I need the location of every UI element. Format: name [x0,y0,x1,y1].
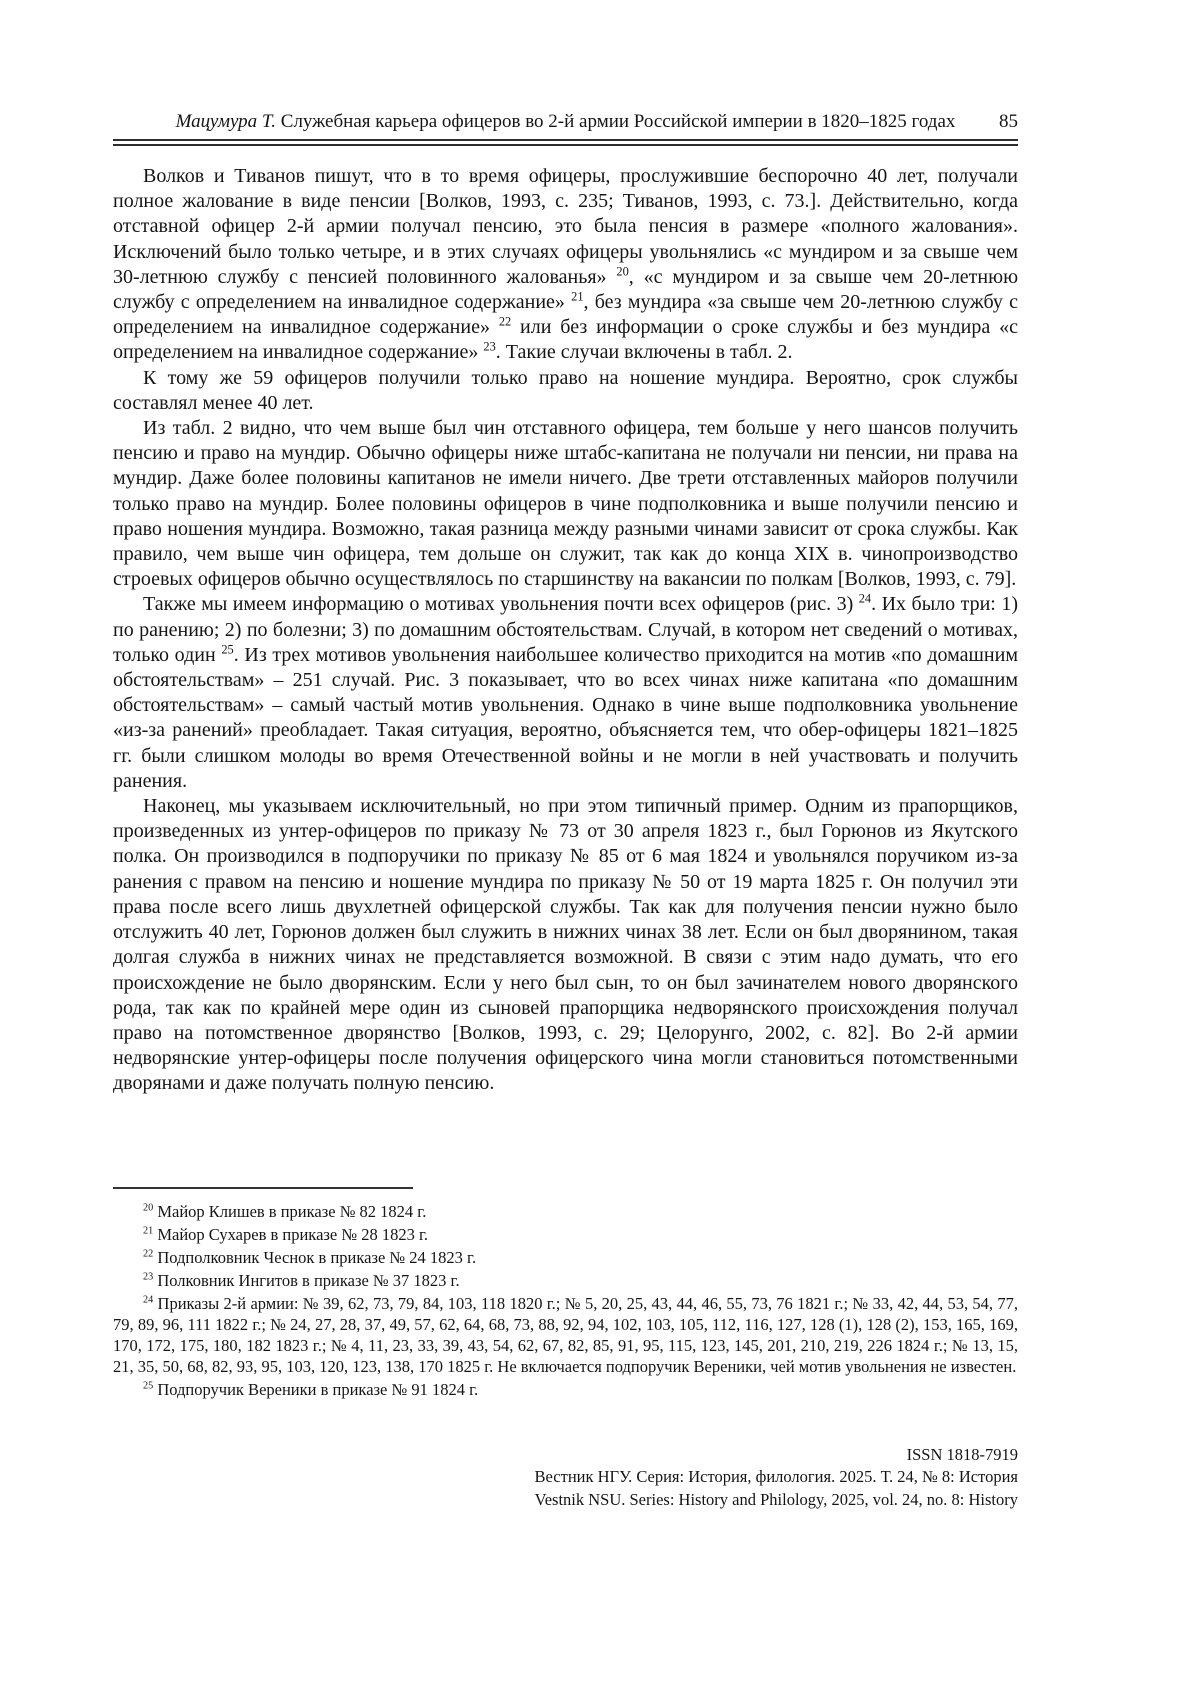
footnote-item: $^{22}$ Подполковник Чеснок в приказе № 24 1823 г. [143,1247,477,1267]
footnote-item: $^{21}$ Майор Сухарев в приказе № 28 1823 г. [143,1224,429,1244]
footer-journal-ru: Вестник НГУ. Серия: История, филология. 2025. Т. 24, № 8: История [534,1467,1018,1487]
running-head [113,110,1018,133]
footnote-ref: 21 [571,289,584,304]
footnote-number: 24 [143,1294,154,1306]
footnote-number: 23 [143,1271,154,1283]
paragraph: Наконец, мы указываем исключительный, но при этом типичный пример. Одним из прапорщиков, произведенных из унтер-офицеров по приказу № 73 от 30 апреля 1823 г., был Горюнов из Якутского полка. Он производился в подпоручики по приказу № 85 от 6 мая 1824 и увольнялся поручиком из-за ранения с правом на пенсию и ношение мундира по приказу № 50 от 19 марта 1825 г. Он получил эти права после всего лишь двухлетней офицерской службы. Так как для получения пенсии нужно было отслужить 40 лет, Горюнов должен был служить в нижних чинах 38 лет. Если он был дворянином, такая долгая служба в нижних чинах не представляется возможной. В связи с этим надо думать, что его происхождение не было дворянским. Если у него был сын, то он был зачинателем нового дворянского рода, так как по крайней мере один из сыновей прапорщика недворянского происхождения получал право на потомственное дворянство [Волков, 1993, с. 29; Целорунго, 2002, с. 82]. Во 2-й армии недворянские унтер-офицеры после получения офицерского чина могли становиться потомственными дворянами и даже получать полную пенсию. [113,795,1018,1095]
footnote-ref: 25 [221,642,234,657]
paragraph: К тому же 59 офицеров получили только право на ношение мундира. Вероятно, срок службы составлял менее 40 лет. [113,366,1018,414]
footnote-separator [113,1187,413,1189]
footnote-number: 22 [143,1248,154,1260]
footnote-item: $^{24}$ Приказы 2-й армии: № 39, 62, 73, 79, 84, 103, 118 1820 г.; № 5, 20, 25, 43, 44, 46, 55, 73, 76 1821 г.; № 33, 42, 44, 53, 54, 77, 79, 89, 96, 111 1822 г.; № 24, 27, 28, 37, 49, 57, 62, 64, 68, 73, 88, 92, 94, 102, 103, 105, 112, 116, 127, 128 (1), 128 (2), 153, 165, 169, 170, 172, 175, 180, 182 1823 г.; № 4, 11, 23, 33, 39, 43, 54, 62, 67, 82, 85, 91, 95, 115, 123, 145, 201, 210, 219, 226 1824 г.; № 13, 15, 21, 35, 50, 68, 82, 93, 95, 103, 120, 123, 138, 170 1825 г. Не включается подпоручик Вереники, чей мотив увольнения не известен. [113,1293,1018,1376]
footnote-number: 20 [143,1202,154,1214]
footnotes [113,1201,1018,1400]
footnote-number: 25 [143,1380,154,1392]
page-content [113,0,1018,1511]
paragraph: Волков и Тиванов пишут, что в то время офицеры, прослужившие беспорочно 40 лет, получали полное жалование в виде пенсии [Волков, 1993, с. 235; Тиванов, 1993, с. 73.]. Действительно, когда отставной офицер 2-й армии получал пенсию, это была пенсия в размере «полного жалования». Исключений было только четыре, и в этих случаях офицеры увольнялись «с мундиром и за свыше чем 30-летнюю службу с пенсией половинного жалованья» $^{20}$, «с мундиром и за свыше чем 20-летнюю службу с определением на инвалидное содержание» $^{21}$, без мундира «за свыше чем 20-летнюю службу с определением на инвалидное содержание» $^{22}$ или без информации о сроке службы и без мундира «с определением на инвалидное содержание» $^{23}$. Такие случаи включены в табл. 2. [113,165,1019,364]
page-footer [113,1444,1018,1512]
footer-issn: ISSN 1818-7919 [906,1444,1018,1464]
paragraph: Также мы имеем информацию о мотивах увольнения почти всех офицеров (рис. 3) $^{24}$. Их было три: 1) по ранению; 2) по болезни; 3) по домашним обстоятельствам. Случай, в котором нет сведений о мотивах, только один $^{25}$. Из трех мотивов увольнения наибольшее количество приходится на мотив «по домашним обстоятельствам» – 251 случай. Рис. 3 показывает, что во всех чинах ниже капитана «по домашним обстоятельствам» – самый частый мотив увольнения. Однако в чине выше подполковника увольнение «из-за ранений» преобладает. Такая ситуация, вероятно, объясняется тем, что обер-офицеры 1821–1825 гг. были слишком молоды во время Отечественной войны и не могли в ней участвовать и получить ранения. [113,591,1018,792]
paragraph: Из табл. 2 видно, что чем выше был чин отставного офицера, тем больше у него шансов получить пенсию и право на мундир. Обычно офицеры ниже штабс-капитана не получали ни пенсии, ни права на мундир. Даже более половины капитанов не имели ничего. Две трети отставленных майоров получили только право на мундир. Более половины офицеров в чине подполковника и выше получили пенсию и право ношения мундира. Возможно, такая разница между разными чинами зависит от срока службы. Как правило, чем выше чин офицера, тем дольше он служит, так как до конца XIX в. чинопроизводство строевых офицеров обычно осуществлялось по старшинству на вакансии по полкам [Волков, 1993, с. 79]. [113,417,1018,591]
page-number: 85 [999,111,1018,132]
header-rule [113,139,1018,146]
footnote-ref: 20 [616,264,629,279]
footer-journal-en: Vestnik NSU. Series: History and Philology, 2025, vol. 24, no. 8: History [534,1489,1018,1509]
footnote-ref: 24 [858,591,872,606]
running-head-title: Служебная карьера офицеров во 2-й армии Российской империи в 1820–1825 годах [276,111,956,132]
footnote-number: 21 [143,1225,154,1237]
footnote-ref: 22 [498,314,512,329]
footnote-ref: 23 [483,339,496,354]
running-head-author: Мацумура Т. [175,111,277,132]
footnote-item: $^{25}$ Подпоручик Вереники в приказе № 91 1824 г. [143,1379,479,1399]
article-body [113,164,1018,1097]
footnote-item: $^{20}$ Майор Клишев в приказе № 82 1824 г. [143,1201,427,1221]
footnote-item: $^{23}$ Полковник Ингитов в приказе № 37 1823 г. [143,1270,460,1290]
